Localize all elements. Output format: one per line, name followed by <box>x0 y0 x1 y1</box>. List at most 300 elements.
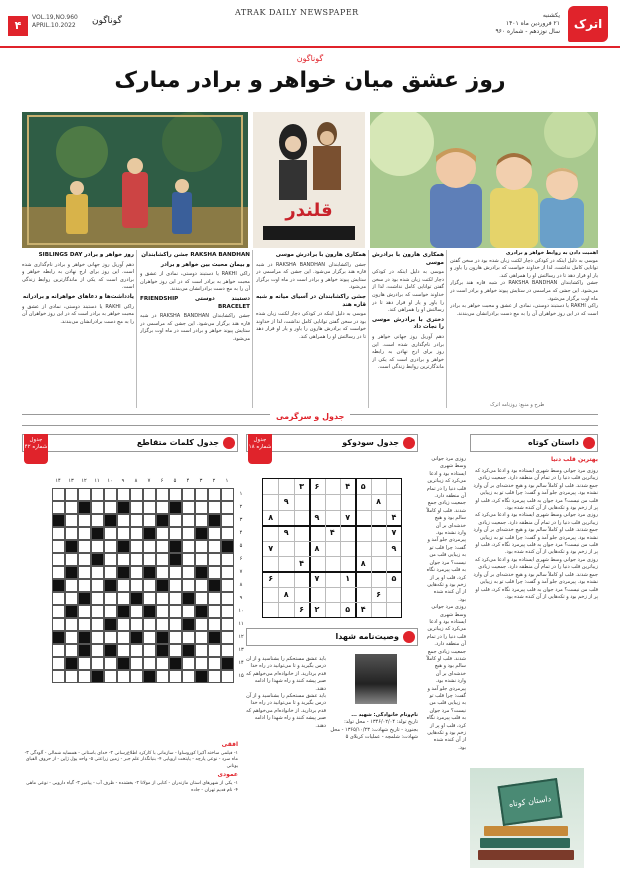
crossword-cell[interactable] <box>78 605 91 618</box>
crossword-cell[interactable] <box>221 670 234 683</box>
crossword-cell[interactable] <box>143 618 156 631</box>
crossword-cell[interactable] <box>221 592 234 605</box>
crossword-cell[interactable] <box>52 592 65 605</box>
sudoku-empty-cell[interactable] <box>309 525 325 541</box>
crossword-cell[interactable] <box>91 644 104 657</box>
sudoku-empty-cell[interactable] <box>340 525 356 541</box>
column-2-text-2: دهم آوریل روز جهانی خواهر و برادر نام‌گذاری شده است. این روز برای ارج نهادن به رابطه خواهر و برادری است که یکی از ماندگارترین روابط زندگی است. <box>372 333 444 371</box>
crossword-cell[interactable] <box>65 670 78 683</box>
crossword-cell[interactable] <box>156 566 169 579</box>
sudoku-empty-cell[interactable] <box>325 510 341 526</box>
martyr-title: وصیت‌نامه شهدا <box>335 632 399 641</box>
column-right-text: موسی به دلیل اینکه در کودکی دچار لکنت زبان شده بود در سخن گفتن توانایی کامل نداشت، لذا از خداوند خواست که برادرش هارون را یاور و یار او قرار دهد تا در رسالتش او را همراهی کند. <box>450 257 598 279</box>
sudoku-empty-cell[interactable] <box>340 556 356 572</box>
sudoku-empty-cell[interactable] <box>386 494 402 510</box>
crossword-cell[interactable] <box>169 670 182 683</box>
crossword-number-tag <box>24 434 48 464</box>
crossword-cell[interactable] <box>130 488 143 501</box>
crossword-black-cell <box>91 527 104 540</box>
crossword-cell[interactable] <box>182 540 195 553</box>
crossword-cell[interactable] <box>91 514 104 527</box>
sudoku-empty-cell[interactable] <box>325 587 341 603</box>
crossword-cell[interactable] <box>91 501 104 514</box>
sudoku-empty-cell[interactable] <box>386 479 402 495</box>
column-4-heading: دستبند دوستی FRIENDSHIP BRACELET <box>140 295 250 310</box>
crossword-cell[interactable] <box>104 566 117 579</box>
crossword-cell[interactable] <box>143 488 156 501</box>
column-5-heading-2: یادداشت‌ها و دعاهای خواهرانه و برادرانه <box>22 293 134 300</box>
sudoku-given-cell: ۶ <box>314 482 320 491</box>
crossword-cell[interactable] <box>182 566 195 579</box>
crossword-cell[interactable] <box>208 657 221 670</box>
martyr-photo <box>355 654 397 704</box>
crossword-cell[interactable] <box>65 592 78 605</box>
sudoku-empty-cell[interactable] <box>263 494 279 510</box>
crossword-cell[interactable] <box>195 514 208 527</box>
crossword-clues <box>22 740 238 878</box>
miniature-painting-illustration <box>22 112 248 248</box>
crossword-col-number: ۱۴ <box>55 478 61 484</box>
crossword-cell[interactable] <box>143 657 156 670</box>
column-3-heading: جشن راکشابندان در آسیای میانه و شبه قاره هند <box>256 293 366 308</box>
crossword-cell[interactable] <box>78 514 91 527</box>
crossword-cell[interactable] <box>221 527 234 540</box>
crossword-cell[interactable] <box>65 579 78 592</box>
crossword-cell[interactable] <box>65 514 78 527</box>
sudoku-given-cell: ۱ <box>345 574 351 584</box>
crossword-cell[interactable] <box>117 670 130 683</box>
column-5-heading: روز خواهر و برادر SIBLINGS DAY <box>38 252 134 258</box>
sudoku-given-cell: ۵ <box>391 574 397 584</box>
crossword-black-cell <box>117 605 130 618</box>
crossword-cell[interactable] <box>208 501 221 514</box>
story-title: داستان کوتاه <box>528 438 579 447</box>
sudoku-empty-cell[interactable] <box>386 587 402 603</box>
crossword-cell[interactable] <box>104 670 117 683</box>
sudoku-empty-cell[interactable] <box>355 510 371 526</box>
crossword-cell[interactable] <box>91 566 104 579</box>
sudoku-empty-cell[interactable] <box>309 494 325 510</box>
sudoku-given-cell: ۷ <box>345 512 351 522</box>
crossword-cell[interactable] <box>195 631 208 644</box>
crossword-cell[interactable] <box>221 644 234 657</box>
across-clues: ۱- فیلمی ساخته آکیرا کوروساوا - سازمانی با کارکرد اطلاع‌رسانی ۲- خدای باستانی - همسایه شمالی - آلودگی ۳- ماه سرد - نوعی پارچه - پایتخت اروپایی ۴- بنیانگذار علم جبر - زمین زراعتی ۵- واحد پول ژاپن - از حروف الفبای یونانی <box>24 750 238 769</box>
column-divider <box>368 250 369 408</box>
crossword-cell[interactable] <box>117 618 130 631</box>
crossword-col-number: ۱۱ <box>94 478 100 484</box>
sudoku-empty-cell[interactable] <box>325 602 341 618</box>
crossword-cell[interactable] <box>78 579 91 592</box>
sudoku-empty-cell[interactable] <box>263 556 279 572</box>
sudoku-empty-cell[interactable] <box>278 556 294 572</box>
crossword-cell[interactable] <box>195 579 208 592</box>
sudoku-empty-cell[interactable] <box>278 510 294 526</box>
crossword-cell[interactable] <box>208 670 221 683</box>
crossword-cell[interactable] <box>65 553 78 566</box>
sudoku-empty-cell[interactable] <box>278 571 294 587</box>
sudoku-empty-cell[interactable] <box>294 525 310 541</box>
sudoku-empty-cell[interactable] <box>371 571 387 587</box>
crossword-cell[interactable] <box>156 605 169 618</box>
sudoku-empty-cell[interactable] <box>263 587 279 603</box>
crossword-cell[interactable] <box>78 670 91 683</box>
crossword-cell[interactable] <box>182 657 195 670</box>
crossword-row-number: ۱۵ <box>238 673 244 679</box>
crossword-cell[interactable] <box>156 657 169 670</box>
crossword-cell[interactable] <box>52 540 65 553</box>
crossword-cell[interactable] <box>117 592 130 605</box>
across-title: افقی <box>221 741 238 748</box>
sudoku-empty-cell[interactable] <box>325 479 341 495</box>
crossword-cell[interactable] <box>156 488 169 501</box>
sudoku-empty-cell[interactable] <box>371 556 387 572</box>
crossword-cell[interactable] <box>130 540 143 553</box>
crossword-cell[interactable] <box>130 514 143 527</box>
sudoku-empty-cell[interactable] <box>278 541 294 557</box>
crossword-cell[interactable] <box>130 657 143 670</box>
crossword-cell[interactable] <box>91 488 104 501</box>
crossword-cell[interactable] <box>78 527 91 540</box>
volume-info <box>32 14 78 30</box>
martyr-will-text-2: باید عشق مستحکم را بشناسید و از آن درس بگیرید و تا می‌توانید در راه خدا قدم بردارید. از خانواده‌ام می‌خواهم که صبر پیشه کنند و راه شهدا را ادامه دهند. <box>246 693 326 729</box>
crossword-cell[interactable] <box>221 618 234 631</box>
crossword-tag-number: شماره ۴۲ <box>24 444 48 450</box>
sudoku-empty-cell[interactable] <box>263 602 279 618</box>
sudoku-empty-cell[interactable] <box>325 556 341 572</box>
crossword-col-number: ۷ <box>147 478 151 484</box>
crossword-cell[interactable] <box>52 488 65 501</box>
crossword-cell[interactable] <box>195 618 208 631</box>
crossword-cell[interactable] <box>182 579 195 592</box>
crossword-cell[interactable] <box>221 605 234 618</box>
crossword-cell[interactable] <box>52 566 65 579</box>
sudoku-empty-cell[interactable] <box>355 541 371 557</box>
crossword-cell[interactable] <box>130 618 143 631</box>
crossword-cell[interactable] <box>117 527 130 540</box>
crossword-cell[interactable] <box>104 592 117 605</box>
caption-left-title: RAKSHA BANDHAN جشن راکشابندان <box>141 252 250 258</box>
crossword-black-cell <box>78 631 91 644</box>
crossword-black-cell <box>169 553 182 566</box>
crossword-cell[interactable] <box>208 618 221 631</box>
column-2-heading-2: دختری با برادرش موسی را نجات داد <box>372 316 444 331</box>
crossword-cell[interactable] <box>143 592 156 605</box>
crossword-cell[interactable] <box>91 631 104 644</box>
crossword-black-cell <box>52 579 65 592</box>
crossword-cell[interactable] <box>117 579 130 592</box>
crossword-col-number: ۸ <box>134 478 138 484</box>
sudoku-empty-cell[interactable] <box>340 494 356 510</box>
crossword-black-cell <box>117 566 130 579</box>
crossword-cell[interactable] <box>91 540 104 553</box>
crossword-black-cell <box>104 514 117 527</box>
sudoku-empty-cell[interactable] <box>294 571 310 587</box>
crossword-cell[interactable] <box>91 579 104 592</box>
crossword-black-cell <box>52 631 65 644</box>
crossword-cell[interactable] <box>195 501 208 514</box>
sudoku-empty-cell[interactable] <box>371 525 387 541</box>
story-icon <box>583 437 595 449</box>
sudoku-given-cell: ۴ <box>345 482 351 491</box>
crossword-cell[interactable] <box>208 592 221 605</box>
crossword-cell[interactable] <box>52 670 65 683</box>
page-header <box>0 0 620 48</box>
sudoku-tag-label: جدول <box>253 437 267 443</box>
sudoku-grid[interactable] <box>262 478 402 618</box>
martyr-bio <box>330 712 418 878</box>
sudoku-empty-cell[interactable] <box>294 494 310 510</box>
sudoku-empty-cell[interactable] <box>263 479 279 495</box>
crossword-cell[interactable] <box>104 488 117 501</box>
sudoku-empty-cell[interactable] <box>355 587 371 603</box>
sudoku-icon <box>403 437 415 449</box>
crossword-cell[interactable] <box>169 579 182 592</box>
crossword-cell[interactable] <box>169 618 182 631</box>
crossword-cell[interactable] <box>156 670 169 683</box>
crossword-cell[interactable] <box>104 605 117 618</box>
crossword-cell[interactable] <box>221 631 234 644</box>
volume-number: VOL.19,NO.960 <box>32 14 78 21</box>
crossword-col-number: ۲ <box>212 478 216 484</box>
crossword-cell[interactable] <box>221 501 234 514</box>
sudoku-empty-cell[interactable] <box>371 510 387 526</box>
crossword-cell[interactable] <box>195 553 208 566</box>
crossword-cell[interactable] <box>182 527 195 540</box>
sudoku-empty-cell[interactable] <box>325 494 341 510</box>
crossword-cell[interactable] <box>130 501 143 514</box>
crossword-cell[interactable] <box>169 527 182 540</box>
crossword-black-cell <box>143 605 156 618</box>
sudoku-empty-cell[interactable] <box>263 525 279 541</box>
crossword-cell[interactable] <box>130 566 143 579</box>
sudoku-given-cell: ۶ <box>268 574 274 584</box>
sudoku-empty-cell[interactable] <box>371 541 387 557</box>
crossword-cell[interactable] <box>143 540 156 553</box>
martyr-bio-text: تاریخ تولد: ۱۳۴۶/۰۲/۰۴ - محل تولد: بجنورد - تاریخ شهادت: ۱۳۶۵/۱۰/۲۳ - محل شهادت: شلمچه - عملیات کربلای ۵ <box>330 719 418 741</box>
section-title: جدول و سرگرمی <box>270 412 350 421</box>
crossword-cell[interactable] <box>91 605 104 618</box>
crossword-grid[interactable] <box>38 476 244 723</box>
crossword-cell[interactable] <box>221 553 234 566</box>
story-text: روزی مرد جوانی وسط شهری ایستاده بود و ادعا می‌کرد که زیباترین قلب دنیا را در تمام آن منطقه دارد. جمعیت زیادی جمع شدند. قلب او کاملاً سالم بود و هیچ خدشه‌ای بر آن وارد نشده بود. پیرمردی جلو آمد و گفت: چرا قلب تو به زیبایی قلب من نیست؟ مرد جوان به قلب پیرمرد نگاه کرد، قلب او پر از زخم بود و تکه‌هایی از آن کنده شده بود. <box>473 468 598 512</box>
sudoku-given-cell: ۹ <box>391 543 397 553</box>
crossword-cell[interactable] <box>169 631 182 644</box>
crossword-cell[interactable] <box>91 657 104 670</box>
sudoku-empty-cell[interactable] <box>278 602 294 618</box>
crossword-cell[interactable] <box>65 644 78 657</box>
crossword-cell[interactable] <box>195 657 208 670</box>
crossword-cell[interactable] <box>117 553 130 566</box>
crossword-cell[interactable] <box>65 527 78 540</box>
sudoku-empty-cell[interactable] <box>309 556 325 572</box>
crossword-black-cell <box>117 657 130 670</box>
sudoku-empty-cell[interactable] <box>340 587 356 603</box>
film-poster-image <box>253 112 365 248</box>
crossword-cell[interactable] <box>169 644 182 657</box>
crossword-cell[interactable] <box>130 579 143 592</box>
sudoku-empty-cell[interactable] <box>340 541 356 557</box>
crossword-cell[interactable] <box>156 527 169 540</box>
crossword-cell[interactable] <box>52 605 65 618</box>
crossword-cell[interactable] <box>65 618 78 631</box>
sudoku-empty-cell[interactable] <box>371 602 387 618</box>
crossword-cell[interactable] <box>65 501 78 514</box>
crossword-cell[interactable] <box>182 501 195 514</box>
crossword-cell[interactable] <box>143 644 156 657</box>
crossword-cell[interactable] <box>52 553 65 566</box>
crossword-cell[interactable] <box>52 644 65 657</box>
crossword-header <box>22 434 238 452</box>
crossword-cell[interactable] <box>130 527 143 540</box>
crossword-cell[interactable] <box>208 605 221 618</box>
sudoku-empty-cell[interactable] <box>294 541 310 557</box>
crossword-cell[interactable] <box>130 670 143 683</box>
crossword-cell[interactable] <box>91 618 104 631</box>
crossword-black-cell <box>208 579 221 592</box>
crossword-cell[interactable] <box>117 631 130 644</box>
crossword-cell[interactable] <box>156 540 169 553</box>
crossword-cell[interactable] <box>208 553 221 566</box>
story-header <box>470 434 598 452</box>
crossword-cell[interactable] <box>143 501 156 514</box>
crossword-cell[interactable] <box>130 553 143 566</box>
caption-middle: همکاری هارون با برادرش موسی <box>275 252 366 258</box>
caption-left-sub: و بیمان محبت بین خواهر و برادر <box>160 261 250 268</box>
crossword-cell[interactable] <box>104 501 117 514</box>
crossword-cell[interactable] <box>221 579 234 592</box>
crossword-cell[interactable] <box>208 566 221 579</box>
sudoku-given-cell: ۸ <box>360 559 366 568</box>
crossword-cell[interactable] <box>52 501 65 514</box>
crossword-black-cell <box>182 618 195 631</box>
crossword-black-cell <box>195 670 208 683</box>
crossword-cell[interactable] <box>78 566 91 579</box>
crossword-black-cell <box>156 579 169 592</box>
crossword-cell[interactable] <box>117 488 130 501</box>
crossword-cell[interactable] <box>208 527 221 540</box>
crossword-cell[interactable] <box>104 540 117 553</box>
story-text-col2 <box>426 456 466 876</box>
crossword-cell[interactable] <box>52 657 65 670</box>
crossword-cell[interactable] <box>78 540 91 553</box>
crossword-cell[interactable] <box>182 670 195 683</box>
crossword-cell[interactable] <box>78 618 91 631</box>
miniature-painting-image <box>22 112 248 248</box>
crossword-cell[interactable] <box>104 631 117 644</box>
crossword-cell[interactable] <box>130 644 143 657</box>
crossword-cell[interactable] <box>156 553 169 566</box>
crossword-cell[interactable] <box>104 657 117 670</box>
sudoku-given-cell: ۳ <box>299 482 304 491</box>
crossword-col-number: ۱ <box>225 478 229 484</box>
crossword-cell[interactable] <box>169 592 182 605</box>
crossword-cell[interactable] <box>78 657 91 670</box>
crossword-col-number: ۱۰ <box>107 478 113 484</box>
crossword-cell[interactable] <box>91 592 104 605</box>
crossword-cell[interactable] <box>156 592 169 605</box>
crossword-cell[interactable] <box>208 540 221 553</box>
sudoku-empty-cell[interactable] <box>386 556 402 572</box>
crossword-cell[interactable] <box>143 553 156 566</box>
martyr-will <box>246 656 326 878</box>
crossword-cell[interactable] <box>78 553 91 566</box>
sudoku-empty-cell[interactable] <box>325 541 341 557</box>
book-shape <box>484 826 568 836</box>
crossword-black-cell <box>143 566 156 579</box>
column-3-text-2: موسی به دلیل اینکه در کودکی دچار لکنت زبان شده بود در سخن گفتن توانایی کامل نداشت، لذا از خداوند خواست که برادرش هارون را یاور و یار او قرار دهد تا در رسالتش او را همراهی کند. <box>256 311 366 340</box>
crossword-cell[interactable] <box>169 488 182 501</box>
crossword-cell[interactable] <box>182 605 195 618</box>
crossword-black-cell <box>156 631 169 644</box>
crossword-cell[interactable] <box>195 592 208 605</box>
crossword-cell[interactable] <box>156 501 169 514</box>
crossword-cell[interactable] <box>117 514 130 527</box>
crossword-cell[interactable] <box>52 618 65 631</box>
crossword-cell[interactable] <box>182 514 195 527</box>
crossword-cell[interactable] <box>182 488 195 501</box>
crossword-cell[interactable] <box>208 488 221 501</box>
sudoku-tag-number: شماره ۱۸ <box>248 444 272 450</box>
crossword-cell[interactable] <box>208 644 221 657</box>
sudoku-empty-cell[interactable] <box>278 479 294 495</box>
crossword-cell[interactable] <box>169 605 182 618</box>
sudoku-empty-cell[interactable] <box>371 479 387 495</box>
crossword-cell[interactable] <box>182 553 195 566</box>
crossword-cell[interactable] <box>65 488 78 501</box>
crossword-cell[interactable] <box>221 514 234 527</box>
sudoku-empty-cell[interactable] <box>294 510 310 526</box>
sudoku-empty-cell[interactable] <box>355 525 371 541</box>
sudoku-empty-cell[interactable] <box>294 587 310 603</box>
crossword-cell[interactable] <box>221 566 234 579</box>
crossword-black-cell <box>156 644 169 657</box>
column-right-text-more: راکی RAKHI یا دستبند دوستی، نمادی از عشق و محبت خواهر به برادر است که در این روز خواهران آن را به مچ دست برادرانشان می‌بندند. <box>450 303 598 317</box>
crossword-cell[interactable] <box>65 631 78 644</box>
sudoku-empty-cell[interactable] <box>386 602 402 618</box>
crossword-cell[interactable] <box>195 540 208 553</box>
sudoku-empty-cell[interactable] <box>355 571 371 587</box>
crossword-cell[interactable] <box>195 488 208 501</box>
crossword-cell[interactable] <box>117 644 130 657</box>
crossword-row-number: ۱۳ <box>238 647 244 653</box>
sudoku-given-cell: ۴ <box>299 559 304 568</box>
paper-name: ATRAK DAILY NEWSPAPER <box>235 8 359 17</box>
crossword-cell[interactable] <box>169 566 182 579</box>
issue-number: سال نوزدهم - شماره ۹۶۰ <box>495 28 560 35</box>
crossword-cell[interactable] <box>104 527 117 540</box>
crossword-cell[interactable] <box>104 553 117 566</box>
crossword-cell[interactable] <box>221 488 234 501</box>
crossword-cell[interactable] <box>143 579 156 592</box>
crossword-cell[interactable] <box>169 514 182 527</box>
story-book-cover: داستان کوتاه <box>498 778 563 826</box>
sudoku-empty-cell[interactable] <box>325 571 341 587</box>
date-fa: ۲۱ فروردین ماه ۱۴۰۱ <box>505 20 560 27</box>
crossword-cell[interactable] <box>182 631 195 644</box>
crossword-cell[interactable] <box>156 618 169 631</box>
sudoku-empty-cell[interactable] <box>309 587 325 603</box>
crossword-cell[interactable] <box>52 527 65 540</box>
sudoku-empty-cell[interactable] <box>355 494 371 510</box>
crossword-cell[interactable] <box>195 644 208 657</box>
crossword-black-cell <box>65 605 78 618</box>
crossword-cell[interactable] <box>78 488 91 501</box>
crossword-cell[interactable] <box>143 514 156 527</box>
crossword-col-number: ۵ <box>173 478 177 484</box>
crossword-cell[interactable] <box>143 631 156 644</box>
crossword-cell[interactable] <box>130 605 143 618</box>
martyr-name: نام‌ونام خانوادگی: شهید ... <box>351 712 418 718</box>
